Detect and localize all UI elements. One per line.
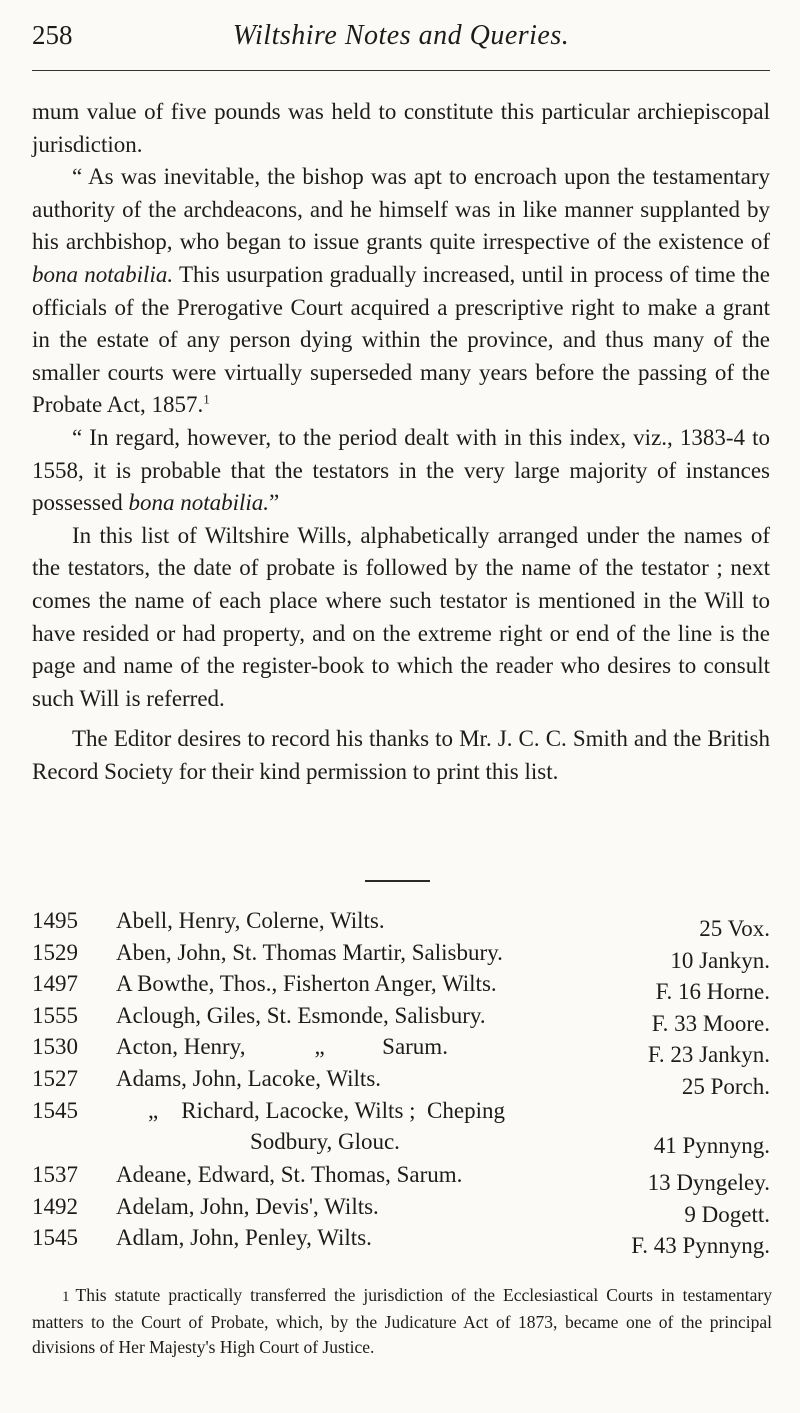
register-reference: 41 Pynnyng. xyxy=(653,1133,770,1159)
paragraph: mum value of five pounds was held to constitute this particular archiepiscopal jurisdiction. xyxy=(32,99,770,157)
footnote xyxy=(32,1283,772,1360)
probate-year: 1529 xyxy=(32,939,78,965)
register-reference: 9 Dogett. xyxy=(684,1201,770,1227)
probate-year: 1545 xyxy=(32,1225,78,1251)
probate-year: 1527 xyxy=(32,1065,78,1091)
page-number: 258 xyxy=(32,20,73,50)
register-reference: 13 Dyngeley. xyxy=(647,1170,770,1196)
page-header xyxy=(32,20,770,60)
testator-entry: Adams, John, Lacoke, Wilts. xyxy=(116,1065,382,1091)
probate-year: 1497 xyxy=(32,971,78,997)
will-entry xyxy=(32,1225,770,1257)
testator-entry: Adeane, Edward, St. Thomas, Sarum. xyxy=(116,1162,463,1188)
will-entry xyxy=(32,1162,770,1194)
running-title: Wiltshire Notes and Queries. xyxy=(232,20,570,51)
will-entry-continuation xyxy=(32,1129,770,1162)
will-entry xyxy=(32,1098,770,1130)
probate-year: 1555 xyxy=(32,1002,78,1028)
italic-phrase: bona notabilia. xyxy=(32,261,174,287)
probate-year: 1530 xyxy=(32,1034,78,1060)
testator-entry: Aclough, Giles, St. Esmonde, Salisbury. xyxy=(116,1002,486,1028)
will-entry xyxy=(32,908,770,940)
will-entry xyxy=(32,1003,770,1035)
paragraph: In this list of Wiltshire Wills, alphabetically arranged under the names of the testators, the date of probate is followed by the name of the testator ; next comes the name of each place where such testator is mentioned in the Will to have resided or had property, and on the extreme right or end of the line is the page and name of the register-book to which the reader who desires to consult such Will is referred. xyxy=(32,522,770,711)
paragraph: “ In regard, however, to the period dealt with in this index, viz., 1383-4 to 1558, it is probable that the testators in the very large majority of instances possessed bona notabilia.” xyxy=(32,424,770,516)
footnote-text: This statute practically transferred the jurisdiction of the Ecclesiastical Courts in testamentary matters to the Court of Probate, which, by the Judicature Act of 1873, became one of the principal divisions of Her Majesty's High Court of Justice. xyxy=(32,1285,772,1357)
paragraph: “ As was inevitable, the bishop was apt to encroach upon the testamentary authority of the archdeacons, and he himself was in like manner supplanted by his archbishop, who began to issue grants quite irrespective of the existence of bona notabilia. This usurpation gradually increased, until in process of time the officials of the Prerogative Court acquired a prescriptive right to make a grant in the estate of any person dying within the province, and thus many of the smaller courts were virtually superseded many years before the passing of the Probate Act, 1857.$^1$ xyxy=(32,164,770,418)
body-text xyxy=(32,96,770,788)
testator-entry: Abell, Henry, Colerne, Wilts. xyxy=(116,908,385,933)
register-reference: F. 33 Moore. xyxy=(651,1010,770,1036)
register-reference: 25 Vox. xyxy=(699,916,770,941)
testator-entry: Adlam, John, Penley, Wilts. xyxy=(116,1225,372,1251)
register-reference: F. 43 Pynnyng. xyxy=(631,1233,770,1259)
register-reference: 25 Porch. xyxy=(681,1073,770,1099)
will-entry xyxy=(32,940,770,972)
probate-year: 1492 xyxy=(32,1193,78,1219)
footnote-marker[interactable]: 1 xyxy=(203,391,210,407)
register-reference: 10 Jankyn. xyxy=(670,947,770,973)
testator-entry: A Bowthe, Thos., Fisherton Anger, Wilts. xyxy=(116,971,497,997)
will-entry xyxy=(32,1194,770,1226)
probate-year: 1545 xyxy=(32,1097,78,1123)
testator-entry: Sodbury, Glouc. xyxy=(250,1129,400,1155)
will-entry xyxy=(32,1034,770,1066)
will-entry xyxy=(32,1066,770,1098)
testator-entry: Acton, Henry, „ Sarum. xyxy=(116,1034,448,1060)
italic-phrase: bona notabilia. xyxy=(128,490,270,516)
testator-entry: Aben, John, St. Thomas Martir, Salisbury. xyxy=(116,939,503,965)
probate-year: 1537 xyxy=(32,1162,78,1188)
probate-year: 1495 xyxy=(32,908,78,933)
will-entry xyxy=(32,971,770,1003)
register-reference: F. 23 Jankyn. xyxy=(647,1042,770,1068)
footnote-number: 1 xyxy=(62,1289,70,1305)
register-reference: F. 16 Horne. xyxy=(655,979,770,1005)
wills-list xyxy=(32,908,770,1257)
header-rule xyxy=(32,70,770,71)
testator-entry: „ Richard, Lacocke, Wilts ; Cheping xyxy=(148,1097,505,1123)
paragraph: The Editor desires to record his thanks to Mr. J. C. C. Smith and the British Record Society for their kind permission to print this list. xyxy=(32,726,770,784)
section-divider xyxy=(365,880,430,882)
testator-entry: Adelam, John, Devis', Wilts. xyxy=(116,1193,379,1219)
